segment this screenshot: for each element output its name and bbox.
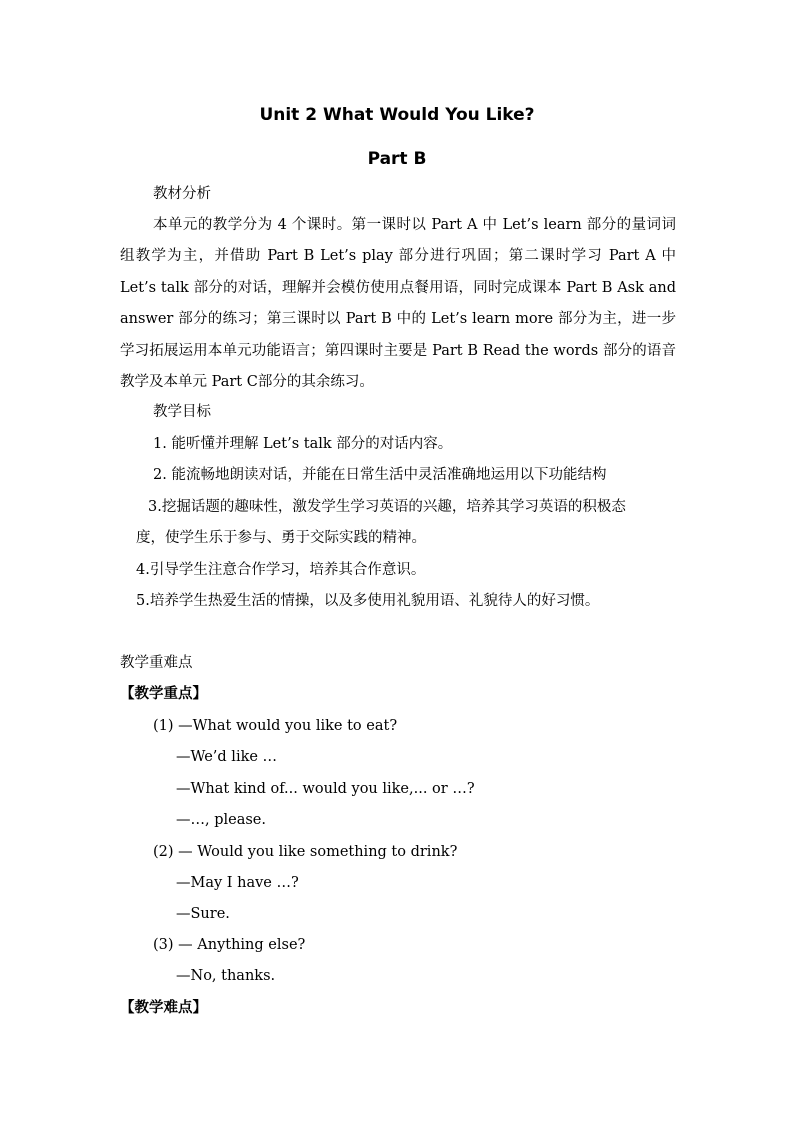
goals-heading: 教学目标 [153,404,211,420]
key-points-heading: 教学重难点 [120,655,193,671]
goal-item: 2. 能流畅地朗读对话，并能在日常生活中灵活准确地运用以下功能结构 [153,467,607,483]
dialogue-line: —Sure. [176,906,230,922]
dialogue-line: (1) —What would you like to eat? [153,718,398,734]
focus-label: 【教学重点】 [120,686,207,702]
material-paragraph: 本单元的教学分为 4 个课时。第一课时以 Part A 中 Let’s learn 部分的量词词组教学为主，并借助 Part B Let’s play 部分进行巩固；第二课时学习 Part A 中 Let’s talk 部分的对话，理解并会模仿使用点餐用语，同时完成课本 Part B Ask and answer 部分的练习；第三课时以 Part B 中的 Let’s learn more 部分为主，进一步学习拓展运用本单元功能语言；第四课时主要是 Part B Read the words 部分的语音教学及本单元 Part C部分的其余练习。 [120,217,676,391]
goal-item: 3.挖掘话题的趣味性，激发学生学习英语的兴趣，培养其学习英语的积极态 [148,499,626,515]
goal-item-continued: 度，使学生乐于参与、勇于交际实践的精神。 [136,530,426,546]
dialogue-line: —We’d like … [176,749,278,765]
goal-item: 1. 能听懂并理解 Let’s talk 部分的对话内容。 [153,436,453,452]
dialogue-line: (2) — Would you like something to drink? [153,844,458,860]
dialogue-line: —May I have …? [176,875,299,891]
goal-item: 5.培养学生热爱生活的情操，以及多使用礼貌用语、礼貌待人的好习惯。 [136,593,600,609]
goal-item: 4.引导学生注意合作学习，培养其合作意识。 [136,562,426,578]
dialogue-line: —No, thanks. [176,968,276,984]
document-title: Unit 2 What Would You Like? [259,105,535,125]
material-heading: 教材分析 [153,186,211,202]
dialogue-line: —…, please. [176,812,266,828]
dialogue-line: —What kind of... would you like,... or …? [176,781,475,797]
difficulty-label: 【教学难点】 [120,1000,207,1016]
document-subtitle: Part B [367,149,427,169]
dialogue-line: (3) — Anything else? [153,937,306,953]
